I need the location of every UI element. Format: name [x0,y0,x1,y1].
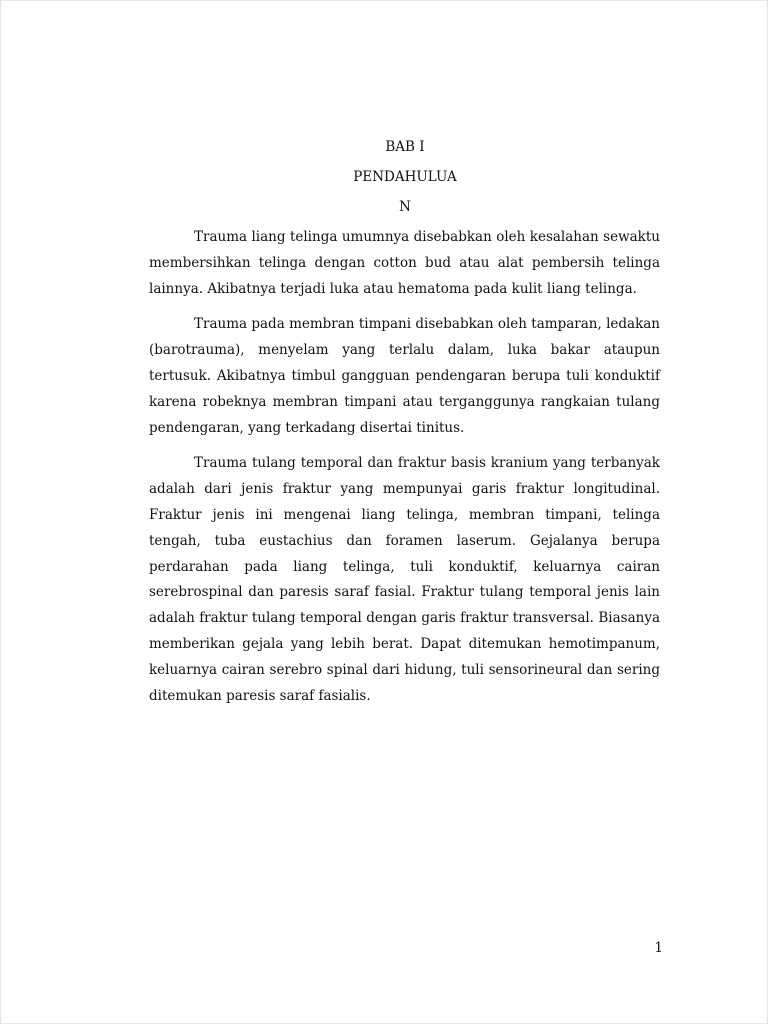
body-text [149,225,660,719]
chapter-label: BAB I [385,139,425,155]
chapter-title-line-1: PENDAHULUA [353,169,457,185]
paragraph-temporal-bone-fracture: Trauma tulang temporal dan fraktur basis kranium yang terbanyak adalah dari jenis fraktur yang mempunyai garis fraktur longitudinal. Fraktur jenis ini mengenai liang telinga, membran timpani, telinga tengah, tuba eustachius dan foramen laserum. Gejalanya berupa perdarahan pada liang telinga, tuli konduktif, keluarnya cairan serebrospinal dan paresis saraf fasial. Fraktur tulang temporal jenis lain adalah fraktur tulang temporal dengan garis fraktur transversal. Biasanya memberikan gejala yang lebih berat. Dapat ditemukan hemotimpanum, keluarnya cairan serebro spinal dari hidung, tuli sensorineural dan sering ditemukan paresis saraf fasialis. [149,455,660,704]
page-number: 1 [654,940,663,956]
paragraph-tympanic-membrane-trauma: Trauma pada membran timpani disebabkan oleh tamparan, ledakan (barotrauma), menyelam yang terlalu dalam, luka bakar ataupun tertusuk. Akibatnya timbul gangguan pendengaran berupa tuli konduktif karena robeknya membran timpani atau terganggunya rangkaian tulang pendengaran, yang terkadang disertai tinitus. [149,316,660,436]
chapter-heading [149,132,661,222]
paragraph-ear-canal-trauma: Trauma liang telinga umumnya disebabkan oleh kesalahan sewaktu membersihkan telinga dengan cotton bud atau alat pembersih telinga lainnya. Akibatnya terjadi luka atau hematoma pada kulit liang telinga. [149,229,660,297]
chapter-title-line-2: N [399,199,411,215]
